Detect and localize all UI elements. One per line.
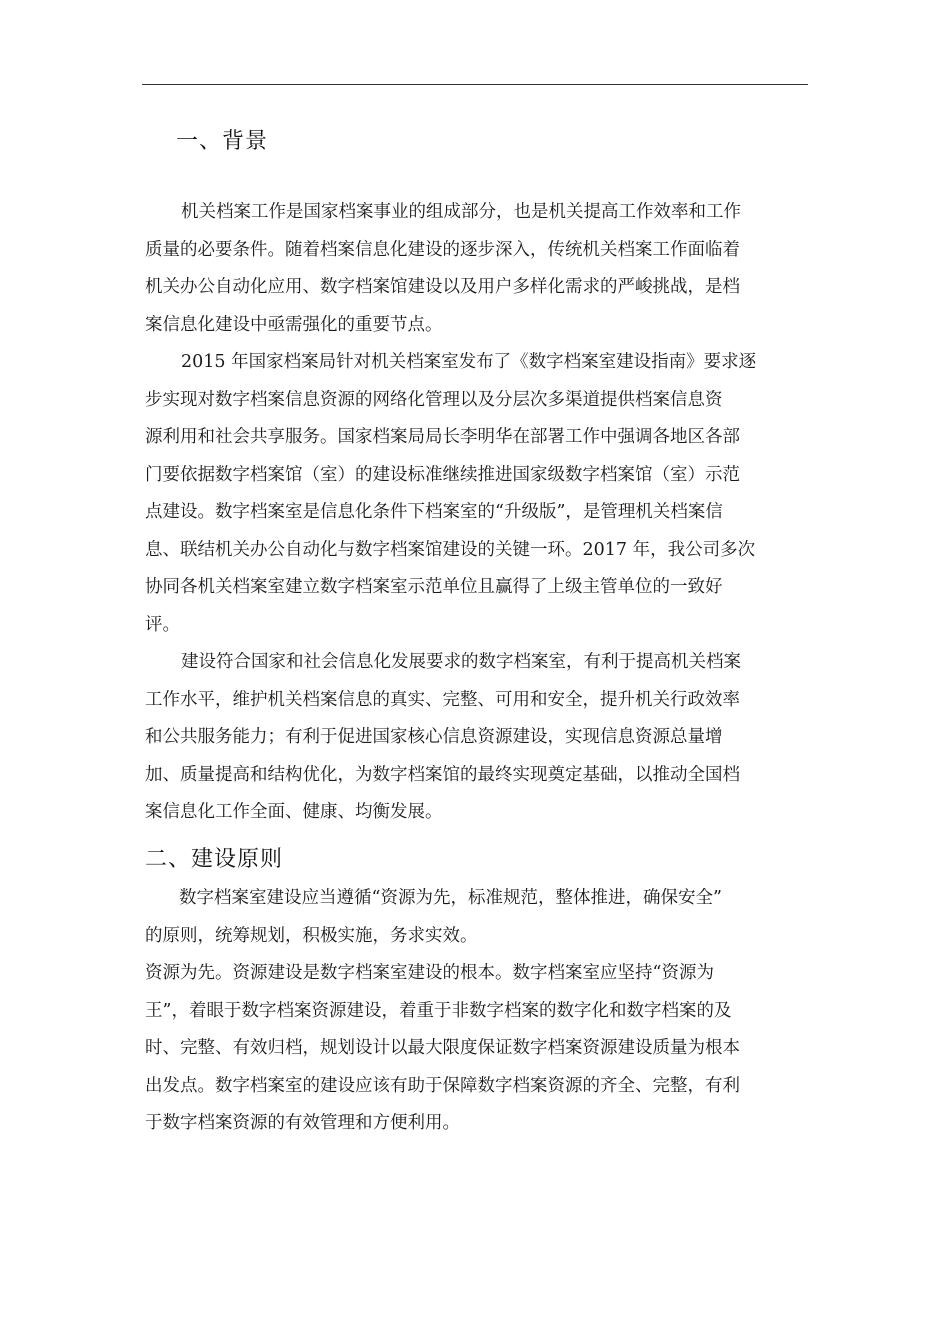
- heading-background: 一、背景: [176, 129, 269, 154]
- text-line: 步实现对数字档案信息资源的网络化管理以及分层次多渠道提供档案信息资: [145, 389, 723, 410]
- text-line: 机关办公自动化应用、数字档案馆建设以及用户多样化需求的严峻挑战，是档: [145, 277, 740, 297]
- text-line: 于数字档案资源的有效管理和方便利用。: [145, 1113, 460, 1133]
- text-line: 时、完整、有效归档，规划设计以最大限度保证数字档案资源建设质量为根本: [145, 1038, 740, 1058]
- paragraph-4: [145, 880, 815, 955]
- text-line: 息、联结机关办公自动化与数字档案馆建设的关键一环。2017 年，我公司多次: [145, 539, 756, 560]
- text-line: 出发点。数字档案室的建设应该有助于保障数字档案资源的齐全、完整，有利: [145, 1075, 740, 1096]
- text-line: 建设符合国家和社会信息化发展要求的数字档案室，有利于提高机关档案: [181, 652, 741, 672]
- paragraph-5: [145, 955, 815, 1143]
- section-principles-body: [145, 880, 815, 1143]
- text-line: 案信息化工作全面、健康、均衡发展。: [145, 802, 443, 822]
- text-line: 加、质量提高和结构优化，为数字档案馆的最终实现奠定基础，以推动全国档: [145, 764, 740, 785]
- text-line: 点建设。数字档案室是信息化条件下档案室的“升级版”，是管理机关档案信: [145, 502, 723, 522]
- section-background-body: [145, 194, 815, 832]
- text-line: 和公共服务能力；有利于促进国家核心信息资源建设，实现信息资源总量增: [145, 727, 723, 747]
- text-line: 评。: [145, 614, 180, 635]
- text-line: 协同各机关档案室建立数字档案室示范单位且赢得了上级主管单位的一致好: [145, 577, 723, 597]
- paragraph-2: [145, 344, 815, 644]
- paragraph-1: [145, 194, 815, 344]
- header-rule: [142, 84, 808, 85]
- text-line: 数字档案室建设应当遵循“资源为先，标准规范，整体推进，确保安全”: [179, 888, 722, 908]
- text-line: 王”，着眼于数字档案资源建设，着重于非数字档案的数字化和数字档案的及: [145, 1000, 732, 1021]
- text-line: 质量的必要条件。随着档案信息化建设的逐步深入，传统机关档案工作面临着: [145, 239, 740, 260]
- text-line: 的原则，统筹规划，积极实施，务求实效。: [145, 925, 478, 946]
- paragraph-3: [145, 644, 815, 832]
- text-line: 工作水平，维护机关档案信息的真实、完整、可用和安全，提升机关行政效率: [145, 689, 740, 710]
- text-line: 资源为先。资源建设是数字档案室建设的根本。数字档案室应坚持“资源为: [145, 963, 714, 983]
- text-line: 2015 年国家档案局针对机关档案室发布了《数字档案室建设指南》要求逐: [181, 352, 757, 372]
- text-line: 案信息化建设中亟需强化的重要节点。: [145, 314, 443, 335]
- text-line: 源利用和社会共享服务。国家档案局局长李明华在部署工作中强调各地区各部: [145, 427, 740, 447]
- heading-principles: 二、建设原则: [145, 847, 284, 872]
- text-line: 机关档案工作是国家档案事业的组成部分，也是机关提高工作效率和工作: [181, 202, 741, 222]
- text-line: 门要依据数字档案馆（室）的建设标准继续推进国家级数字档案馆（室）示范: [145, 464, 740, 485]
